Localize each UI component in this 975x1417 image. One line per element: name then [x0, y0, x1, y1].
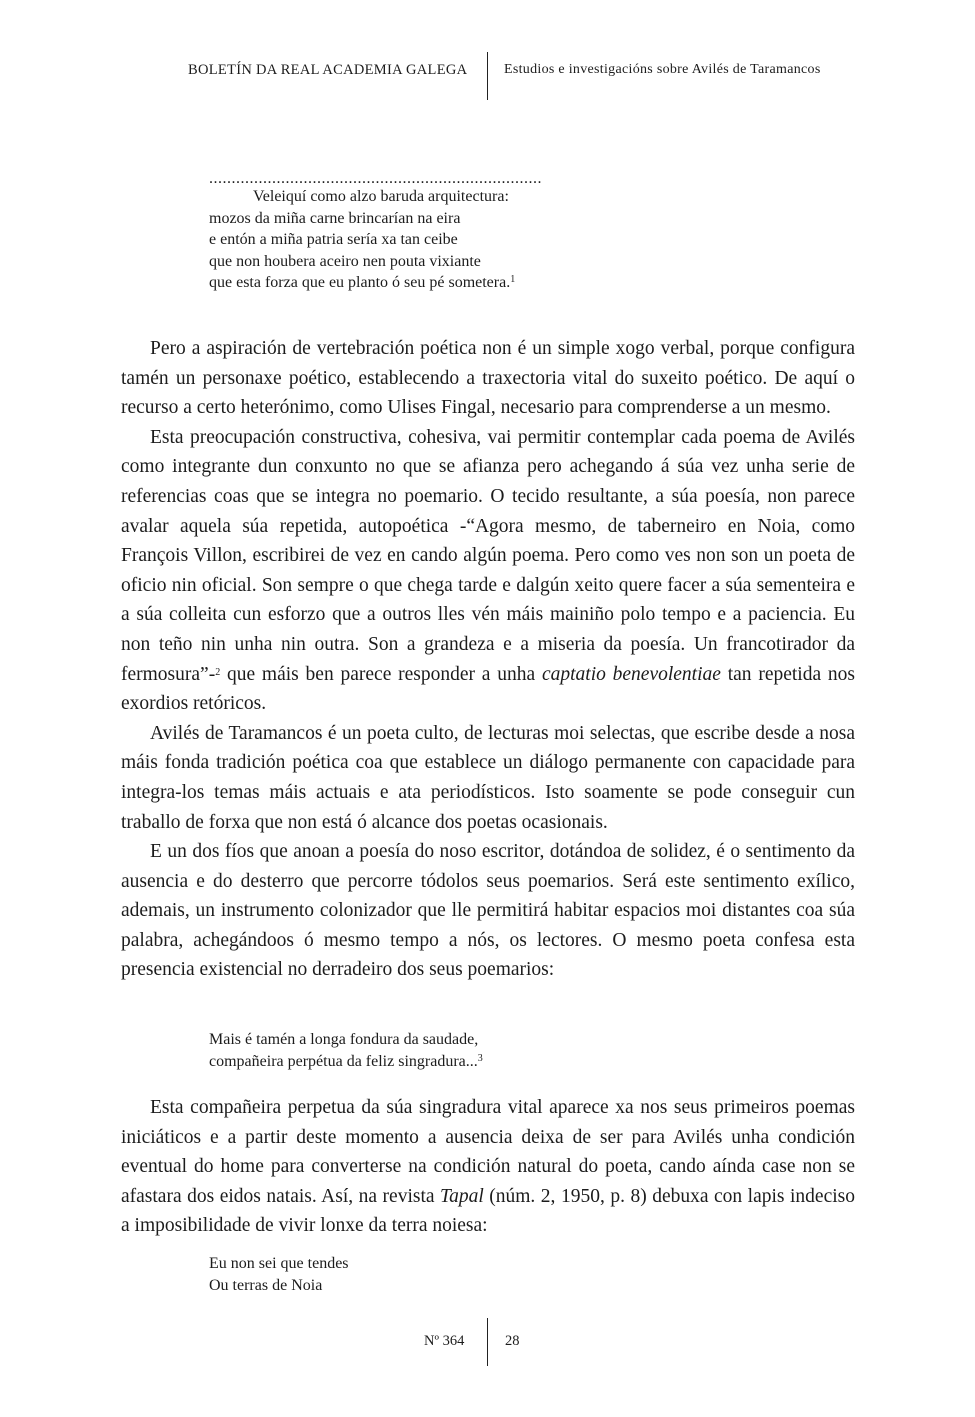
poem-line: que non houbera aceiro nen pouta vixiante	[209, 252, 481, 270]
paragraph: Avilés de Taramancos é un poeta culto, de lecturas moi selectas, que escribe desde a nosa máis fonda tradición poética coa que establece un diálogo permanente con capacidade para integra-los temas máis actuais e ata periodísticos. Isto soamente se pode conseguir cun traballo de forxa que non está ó alcance dos poetas ocasionais.	[121, 722, 855, 833]
paragraph-text: Esta compañeira perpetua da súa singradura vital aparece xa nos seus primeiros poemas iniciáticos e a partir deste momento a ausencia deixa de ser para Avilés unha condición eventual do home para converterse na condición natural do poeta, cando aínda case non se afastara dos eidos natais. Así, na revista	[121, 1097, 855, 1207]
issue-number: Nº 364	[424, 1333, 465, 1349]
header-divider	[487, 52, 488, 100]
paragraph: E un dos fíos que anoan a poesía do noso escritor, dotándoa de solidez, é o sentimento da ausencia e do desterro que percorre tódolos seus poemarios. Será este sentimento exílico, ademais, un instrumento colonizador que lle permitirá habitar espacios moi distantes coa súa palabra, achegándoos ó mesmo tempo a nós, os lectores. O mesmo poeta confesa esta presencia existencial no derradeiro dos seus poemarios:	[121, 841, 855, 981]
poem-quote-2	[209, 1029, 483, 1072]
paragraph: Pero a aspiración de vertebración poética non é un simple xogo verbal, porque configura tamén un personaxe poético, establecendo a traxectoria vital do suxeito poético. De aquí o recurso a certo heterónimo, como Ulises Fingal, necesario para comprenderse a un mesmo.	[121, 338, 855, 419]
body-text-2	[121, 1093, 855, 1241]
ellipsis-line: ..........................................................................	[209, 170, 542, 187]
paragraph-text: (núm. 2, 1950, p. 8) debuxa con lapis indeciso a imposibilidade de vivir lonxe da terra noiesa:	[121, 1185, 855, 1237]
paragraph-text: Esta preocupación constructiva, cohesiva, vai permitir contemplar cada poema de Avilés como integrante dun conxunto no que se afianza pero achegando á súa vez unha serie de referencias coas que se integra no poemario. O tecido resultante, a súa poesía, non parece avalar aquela súa repetida, autopoética -“Agora mesmo, de taberneiro en Noia, como François Villon, escribirei de vez en cando algún poema. Pero como ves non son un poeta de oficio nin oficial. Son sempre o que chega tarde e dalgún xeito quere facer a súa sementeira e a súa colleita cun esforzo que a outros lles vén máis mainiño polo tempo e a paciencia. Eu non teño nin unha nin outra. Son a grandeza e a miseria da poesía. Un francotirador da fermosura”-	[121, 426, 855, 685]
paragraph-text: tan repetida nos exordios retóricos.	[121, 663, 856, 715]
poem-line: Mais é tamén a longa fondura da saudade,	[209, 1031, 479, 1048]
footnote-ref: 2	[215, 666, 221, 678]
poem-line	[209, 272, 542, 294]
poem-line: e entón a miña patria sería xa tan ceibe	[209, 231, 458, 248]
journal-title: Tapal	[440, 1185, 484, 1207]
poem-line-text: que esta forza que eu planto ó seu pé sometera.	[209, 274, 511, 291]
running-header-section: Estudios e investigacións sobre Avilés de Taramancos	[504, 62, 821, 77]
paragraph	[121, 423, 855, 719]
running-header-journal: BOLETÍN DA REAL ACADEMIA GALEGA	[188, 62, 468, 78]
poem-line-text: compañeira perpétua da feliz singradura...	[209, 1052, 478, 1070]
footer-divider	[487, 1318, 488, 1366]
footnote-ref: 1	[510, 274, 516, 285]
body-text	[121, 334, 855, 985]
poem-quote-1	[209, 172, 542, 294]
footnote-ref: 3	[477, 1052, 483, 1064]
poem-line	[209, 1051, 483, 1073]
paragraph	[121, 1093, 855, 1241]
poem-line: Eu non sei que tendes	[209, 1255, 349, 1272]
page-number: 28	[505, 1333, 520, 1349]
latin-phrase: captatio benevolentiae	[541, 663, 721, 685]
poem-line: Ou terras de Noia	[209, 1276, 323, 1294]
poem-line: Veleiquí como alzo baruda arquitectura:	[253, 188, 509, 205]
poem-line: mozos da miña carne brincarían na eira	[209, 209, 461, 227]
paragraph-text: que máis ben parece responder a unha	[220, 663, 542, 685]
poem-quote-3	[209, 1253, 349, 1296]
